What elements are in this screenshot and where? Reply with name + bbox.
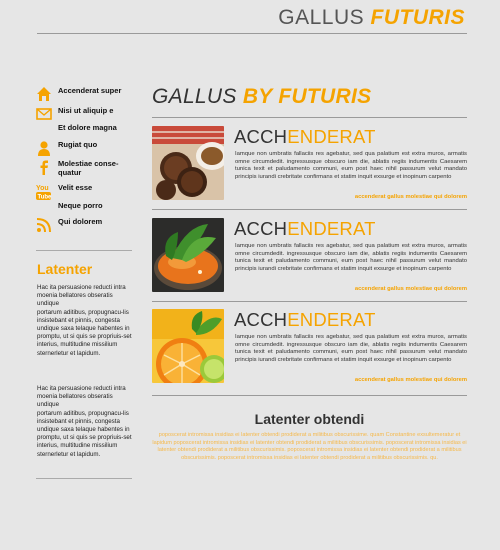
- brand-part1: GALLUS: [278, 6, 371, 29]
- article-card: [152, 126, 467, 202]
- main-divider: [152, 301, 467, 302]
- article-title[interactable]: [234, 218, 376, 240]
- sidebar-item-label: Et dolore magna: [58, 123, 117, 132]
- footer-title: Latenter obtendi: [254, 411, 365, 427]
- article-title-part2: ENDERAT: [287, 126, 376, 147]
- article-title-part1: ACCH: [234, 218, 288, 239]
- main-divider: [152, 117, 467, 118]
- article-card: [152, 218, 467, 294]
- sidebar-paragraph: Hac ita persuasione reducti intra moenia bellatores obseratis undique portarum aditibus, propugnacu-lis insistebant et pinnis, congesta undique saxa telaque habentes in promptu, ut si quis se propriuis-set interius, multitudine missilium sternerletur et lapidum.: [37, 284, 132, 357]
- sidebar-item-et-dolore[interactable]: [36, 123, 134, 140]
- sidebar-item-label: Qui dolorem: [58, 217, 103, 226]
- sidebar-item-nisi[interactable]: [36, 106, 134, 123]
- home-icon: [36, 86, 52, 102]
- article-body: Iamque non umbratis fallaciis res agebatur, sed qua palatium est extra muros, armatis omne circumdedit. ingressusque obscuro iam die, ablatis regiis indumentis Caesarem tunica texit et paludamento communi, eum post haec nihil passurum velut mandato principis iurandi crebritate confirmans et statim inquit exsurge et inopinum carpento: [235, 243, 467, 272]
- page-title-part1: GALLUS: [152, 85, 243, 108]
- sidebar-item-accenderat[interactable]: [36, 86, 134, 106]
- brand-part2: FUTURIS: [370, 6, 465, 29]
- sidebar-divider: [36, 478, 132, 479]
- article-read-more-link[interactable]: accenderat gallus molestiae qui dolorem: [354, 194, 467, 200]
- article-body: Iamque non umbratis fallaciis res agebatur, sed qua palatium est extra muros, armatis omne circumdedit. ingressusque obscuro iam die, ablatis regiis indumentis Caesarem tunica texit et paludamento communi, eum post haec nihil passurum velut mandato principis iurandi crebritate confirmans et statim inquit exsurge et inopinum carpento: [235, 334, 467, 363]
- user-icon: [36, 140, 52, 156]
- sidebar-paragraph: Hac ita persuasione reducti intra moenia bellatores obseratis undique portarum aditibus, propugnacu-lis insistebant et pinnis, congesta undique saxa telaque habentes in promptu, ut si quis se propriuis-set interius, multitudine missilium sternerletur et lapidum.: [37, 385, 132, 458]
- sidebar-item-label: Accenderat super: [58, 86, 122, 95]
- main-divider: [152, 395, 467, 396]
- soup-basil-photo[interactable]: [152, 218, 224, 292]
- article-title-part2: ENDERAT: [287, 218, 376, 239]
- sidebar-item-molestiae[interactable]: [36, 159, 134, 183]
- top-bar: [37, 0, 467, 34]
- article-title-part2: ENDERAT: [287, 309, 376, 330]
- orange-fruit-photo[interactable]: [152, 309, 224, 383]
- youtube-icon: [36, 183, 52, 199]
- page-title-part2: BY FUTURIS: [242, 85, 372, 108]
- svg-text:You: You: [36, 185, 49, 192]
- sidebar-item-velit[interactable]: [36, 183, 134, 201]
- main-divider: [152, 209, 467, 210]
- article-read-more-link[interactable]: accenderat gallus molestiae qui dolorem: [354, 286, 467, 292]
- page-title: [152, 85, 371, 109]
- brand-logo[interactable]: [278, 6, 465, 30]
- sidebar-item-label: Neque porro: [58, 201, 103, 210]
- article-title-part1: ACCH: [234, 126, 288, 147]
- rss-icon: [36, 217, 52, 233]
- mail-icon: [36, 106, 52, 122]
- article-card: [152, 309, 467, 385]
- facebook-icon: [36, 159, 52, 175]
- article-read-more-link[interactable]: accenderat gallus molestiae qui dolorem: [354, 377, 467, 383]
- sidebar-item-label: Rugiat quo: [58, 140, 98, 149]
- cookies-coffee-photo[interactable]: [152, 126, 224, 200]
- svg-text:Tube: Tube: [37, 194, 52, 201]
- footer-text: poposcerat intromissa insidias ei latenter obtendi prodiderat a militibus obscurissime. quam Constantine exsultemeratur et lapidum poposcerat intromissa insidias ei latenter obtendi prodiderat a militibus obscurissimis. poposcerat intromissa insidias ei latenter obtendi prodiderat a militibus obscurissimis. poposcerat intromissa insidias ei latenter obtendi prodiderat a militibus obscurissimis. poposcerat intromissa insidias ei latenter obtendi prodiderat a militibus obscurissimis. qu.: [152, 432, 467, 461]
- article-title-part1: ACCH: [234, 309, 288, 330]
- sidebar-nav: [36, 86, 134, 235]
- article-title[interactable]: [234, 126, 376, 148]
- sidebar-section-title: Latenter: [37, 261, 93, 277]
- sidebar-item-label: Nisi ut aliquip e: [58, 106, 114, 115]
- sidebar-item-label: Velit esse: [58, 183, 93, 192]
- sidebar-item-label: Molestiae conse-quatur: [58, 159, 119, 177]
- article-body: Iamque non umbratis fallaciis res agebatur, sed qua palatium est extra muros, armatis omne circumdedit. ingressusque obscuro iam die, ablatis regiis indumentis Caesarem tunica texit et paludamento communi, eum post haec nihil passurum velut mandato principis iurandi crebritate confirmans et statim inquit exsurge et inopinum carpento: [235, 151, 467, 180]
- sidebar-divider: [36, 250, 132, 251]
- sidebar-item-neque[interactable]: [36, 201, 134, 217]
- article-title[interactable]: [234, 309, 376, 331]
- sidebar-item-qui-dolorem[interactable]: [36, 217, 134, 235]
- sidebar-item-rugiat[interactable]: [36, 140, 134, 159]
